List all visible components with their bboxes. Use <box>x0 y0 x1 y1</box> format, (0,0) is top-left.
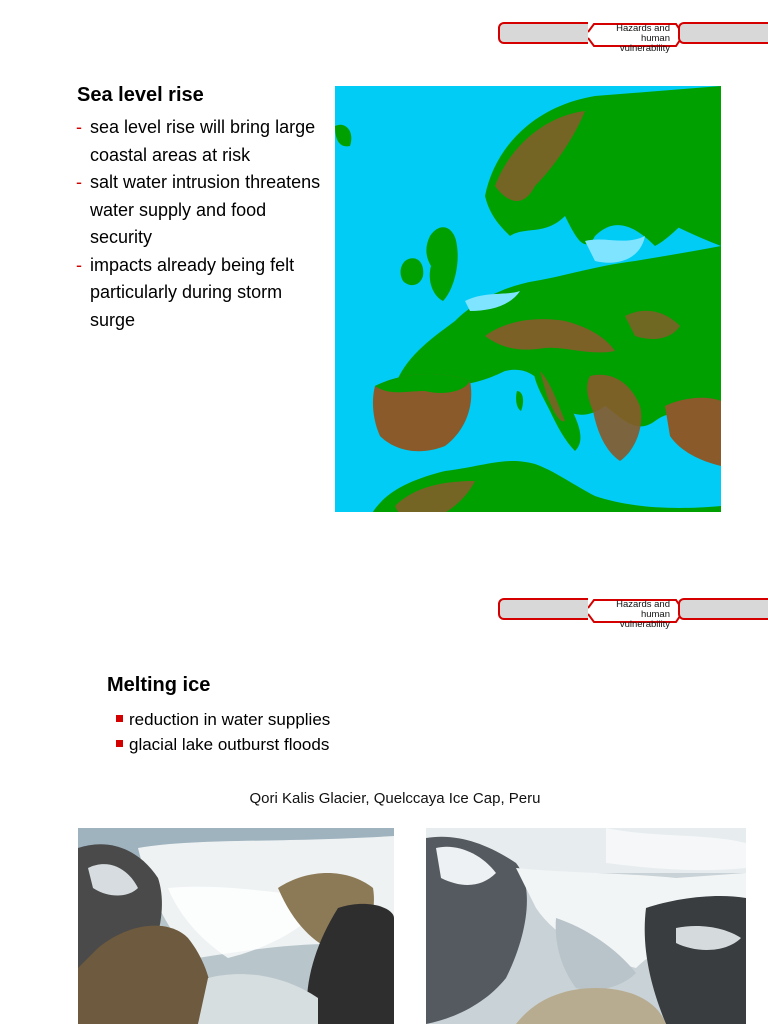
header-tab-right <box>678 598 768 620</box>
bullet-dash: - <box>76 117 82 137</box>
header-tab-right <box>678 22 768 44</box>
list-item: reduction in water supplies <box>116 707 330 732</box>
bullet-square-icon <box>116 740 123 747</box>
photo-caption: Qori Kalis Glacier, Quelccaya Ice Cap, Peru <box>249 790 541 807</box>
glacier-photo-after <box>426 828 746 1024</box>
bullet-square-icon <box>116 715 123 722</box>
bullet-dash: - <box>76 254 82 275</box>
header-label: Hazards and human vulnerability <box>616 599 670 630</box>
header-label: Hazards and human vulnerability <box>616 23 670 54</box>
list-item: - impacts already being felt particularly during storm surge <box>76 252 326 335</box>
bullet-list <box>116 707 330 757</box>
bullet-list <box>76 114 326 334</box>
slide-melting-ice <box>0 580 768 1024</box>
slide-title: Melting ice <box>107 674 211 696</box>
header-tabs <box>496 18 768 58</box>
list-item: glacial lake outburst floods <box>116 732 330 757</box>
header-tab-left <box>498 598 590 620</box>
list-item: - salt water intrusion threatens water supply and food security <box>76 169 326 252</box>
header-tabs <box>496 594 768 634</box>
slide-title: Sea level rise <box>77 84 204 106</box>
list-item: - sea level rise will bring large coastal areas at risk <box>76 114 326 169</box>
glacier-photo-before <box>78 828 394 1024</box>
bullet-dash: - <box>76 172 82 192</box>
europe-map-image <box>335 86 721 512</box>
header-tab-left <box>498 22 590 44</box>
